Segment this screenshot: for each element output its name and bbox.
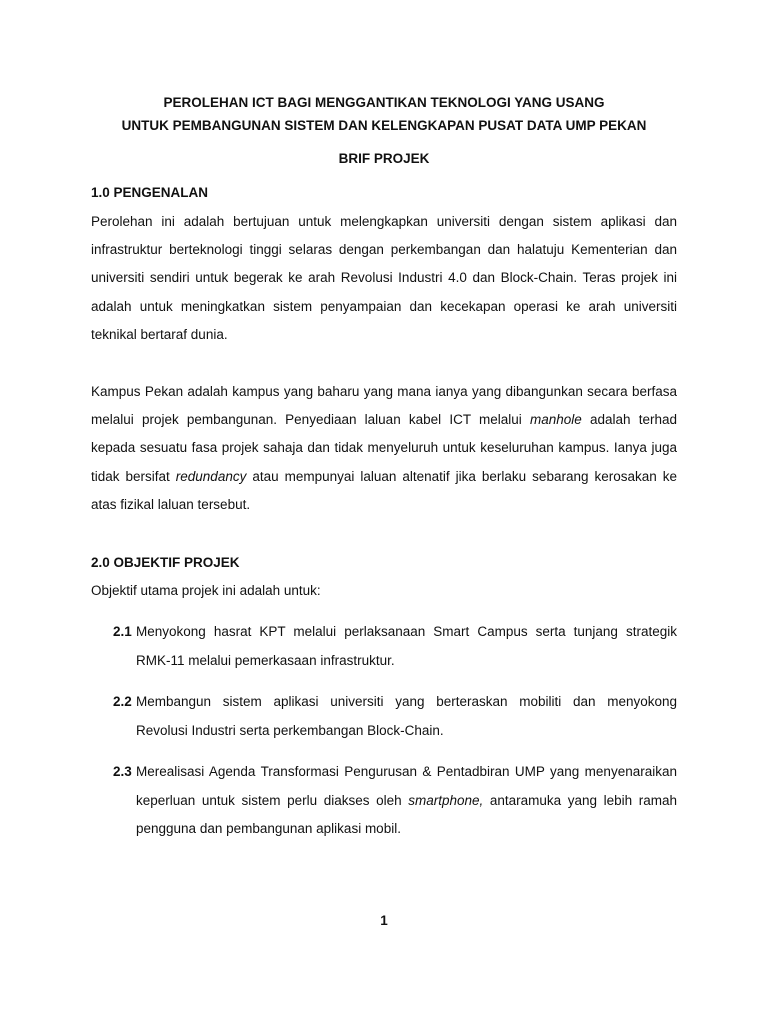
objective-text	[136, 688, 677, 745]
objective-line: pengguna dan pembangunan aplikasi mobil.	[136, 821, 401, 836]
text-run: antaramuka yang lebih ramah	[483, 792, 677, 808]
objective-line: Menyokong hasrat KPT melalui perlaksanaan Smart Campus serta tunjang strategik	[136, 624, 677, 639]
paragraph-line	[91, 406, 677, 434]
objective-line: Merealisasi Agenda Transformasi Pengurusan & Pentadbiran UMP yang menyenaraikan	[136, 764, 677, 779]
objective-line: Membangun sistem aplikasi universiti yang berteraskan mobiliti dan menyokong	[136, 694, 677, 709]
section-1-paragraph-1	[91, 208, 677, 349]
text-run: keperluan untuk sistem perlu diakses oleh	[136, 792, 409, 808]
emphasis-text: smartphone,	[408, 792, 484, 808]
paragraph-line: atas fizikal laluan tersebut.	[91, 496, 251, 512]
objective-line: Revolusi Industri serta perkembangan Block-Chain.	[136, 722, 444, 738]
text-run: atau mempunyai laluan altenatif jika berlaku sebarang kerosakan ke	[246, 468, 677, 484]
objective-item-2-2	[113, 688, 677, 745]
document-title-line-2: UNTUK PEMBANGUNAN SISTEM DAN KELENGKAPAN PUSAT DATA UMP PEKAN	[121, 118, 647, 133]
section-2-intro: Objektif utama projek ini adalah untuk:	[91, 583, 321, 598]
section-1-paragraph-2	[91, 378, 677, 519]
objective-number: 2.1	[113, 624, 132, 639]
text-run: adalah terhad	[581, 412, 677, 428]
objective-number: 2.2	[113, 694, 132, 709]
paragraph-line: teknikal bertaraf dunia.	[91, 326, 228, 342]
paragraph-line	[91, 463, 677, 491]
text-run: melalui projek pembangunan. Penyediaan laluan kabel ICT melalui	[91, 412, 530, 428]
paragraph-line: kepada sesuatu fasa projek sahaja dan tidak menyeluruh untuk keseluruhan kampus. Ianya juga	[91, 440, 677, 456]
section-1-heading: 1.0 PENGENALAN	[91, 185, 209, 200]
section-2-heading: 2.0 OBJEKTIF PROJEK	[91, 555, 240, 570]
objective-item-2-3	[113, 758, 677, 844]
objective-text	[136, 758, 677, 844]
document-title-line-1: PEROLEHAN ICT BAGI MENGGANTIKAN TEKNOLOGI YANG USANG	[163, 95, 605, 110]
text-run: tidak bersifat	[91, 468, 176, 484]
paragraph-line: infrastruktur berteknologi tinggi selaras dengan perkembangan dan halatuju Kementerian dan	[91, 242, 677, 258]
paragraph-line: Perolehan ini adalah bertujuan untuk melengkapkan universiti dengan sistem aplikasi dan	[91, 214, 677, 229]
paragraph-line: adalah untuk meningkatkan sistem penyampaian dan kecekapan operasi ke arah universiti	[91, 298, 677, 314]
paragraph-line: universiti sendiri untuk begerak ke arah Revolusi Industri 4.0 dan Block-Chain. Teras projek ini	[91, 270, 677, 286]
emphasis-text: redundancy	[175, 468, 247, 484]
emphasis-text: manhole	[530, 412, 582, 428]
objective-item-2-1	[113, 618, 677, 675]
objective-line: RMK-11 melalui pemerkasaan infrastruktur.	[136, 652, 395, 668]
paragraph-line: Kampus Pekan adalah kampus yang baharu yang mana ianya yang dibangunkan secara berfasa	[91, 384, 677, 399]
objective-line	[136, 787, 677, 816]
objective-number: 2.3	[113, 764, 132, 779]
objective-text	[136, 618, 677, 675]
page-number: 1	[380, 913, 388, 928]
document-subtitle: BRIF PROJEK	[338, 151, 430, 166]
